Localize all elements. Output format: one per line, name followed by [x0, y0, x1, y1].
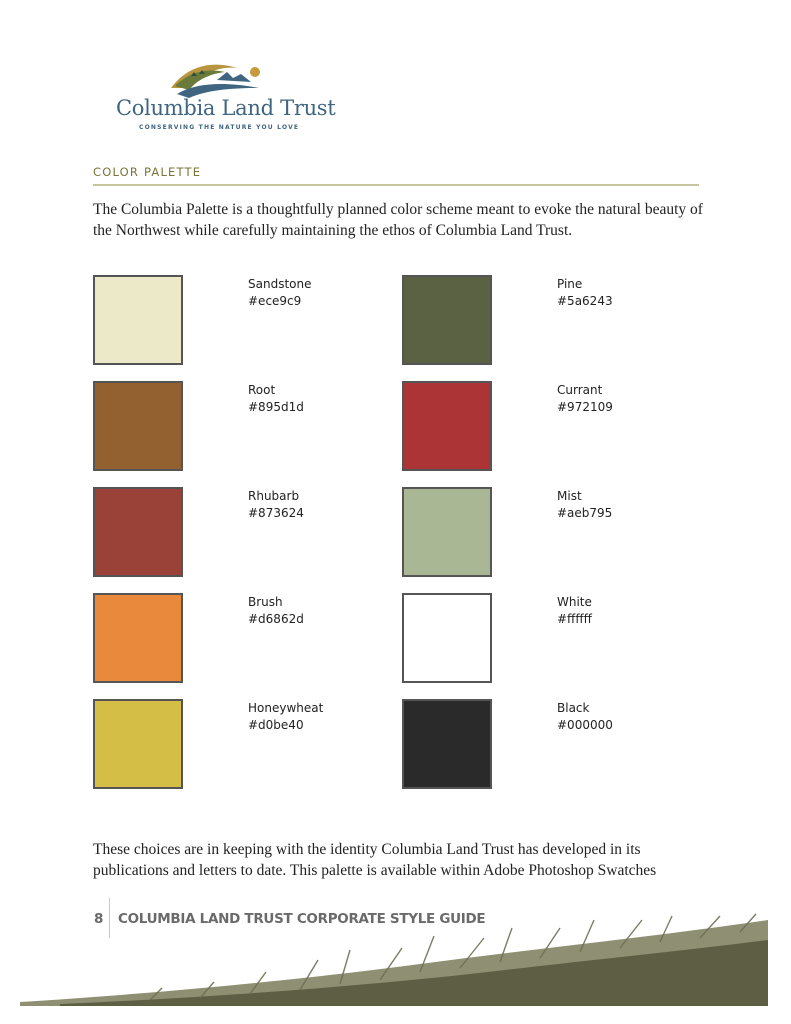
color-swatch-black — [402, 699, 492, 789]
swatch-label-mist — [557, 488, 612, 522]
color-hex-code: #ffffff — [557, 612, 592, 626]
swatch-label-root — [248, 382, 304, 416]
color-swatch-rhubarb — [93, 487, 183, 577]
landscape-logo-icon — [167, 58, 267, 98]
color-hex-code: #aeb795 — [557, 506, 613, 520]
color-swatch-mist — [402, 487, 492, 577]
color-name: White — [557, 595, 592, 609]
color-swatch-honeywheat — [93, 699, 183, 789]
color-name: Root — [248, 383, 276, 397]
footer-title: COLUMBIA LAND TRUST CORPORATE STYLE GUIDE — [118, 911, 486, 927]
closing-paragraph: These choices are in keeping with the identity Columbia Land Trust has developed in its publications and letters to date. This palette is available within Adobe Photoshop Swatches — [93, 841, 657, 879]
color-hex-code: #895d1d — [248, 400, 304, 414]
logo-tagline: CONSERVING THE NATURE YOU LOVE — [139, 124, 300, 131]
color-name: Honeywheat — [248, 701, 324, 715]
swatch-label-brush — [248, 594, 304, 628]
color-name: Black — [557, 701, 590, 715]
swatch-label-pine — [557, 276, 613, 310]
organization-logo — [112, 52, 336, 134]
logo-wordmark: Columbia Land Trust — [116, 96, 336, 120]
color-name: Currant — [557, 383, 603, 397]
color-swatch-sandstone — [93, 275, 183, 365]
swatch-label-white — [557, 594, 592, 628]
intro-paragraph: The Columbia Palette is a thoughtfully planned color scheme meant to evoke the natural beauty of the Northwest while carefully maintaining the ethos of Columbia Land Trust. — [93, 201, 703, 239]
color-swatch-pine — [402, 275, 492, 365]
swatch-label-rhubarb — [248, 488, 304, 522]
color-hex-code: #5a6243 — [557, 294, 613, 308]
color-swatch-white — [402, 593, 492, 683]
page-number: 8 — [94, 911, 104, 927]
color-name: Mist — [557, 489, 582, 503]
color-swatch-root — [93, 381, 183, 471]
color-swatch-brush — [93, 593, 183, 683]
color-name: Pine — [557, 277, 583, 291]
swatch-label-black — [557, 700, 613, 734]
color-hex-code: #d0be40 — [248, 718, 304, 732]
swatch-label-sandstone — [248, 276, 311, 310]
section-divider — [93, 184, 699, 186]
color-hex-code: #d6862d — [248, 612, 304, 626]
section-title: COLOR PALETTE — [93, 165, 202, 179]
swatch-label-currant — [557, 382, 613, 416]
color-hex-code: #ece9c9 — [248, 294, 302, 308]
color-swatch-currant — [402, 381, 492, 471]
color-hex-code: #873624 — [248, 506, 304, 520]
swatch-label-honeywheat — [248, 700, 323, 734]
color-hex-code: #000000 — [557, 718, 613, 732]
color-name: Rhubarb — [248, 489, 300, 503]
color-name: Sandstone — [248, 277, 312, 291]
color-name: Brush — [248, 595, 283, 609]
color-hex-code: #972109 — [557, 400, 613, 414]
grass-illustration — [0, 910, 791, 1024]
